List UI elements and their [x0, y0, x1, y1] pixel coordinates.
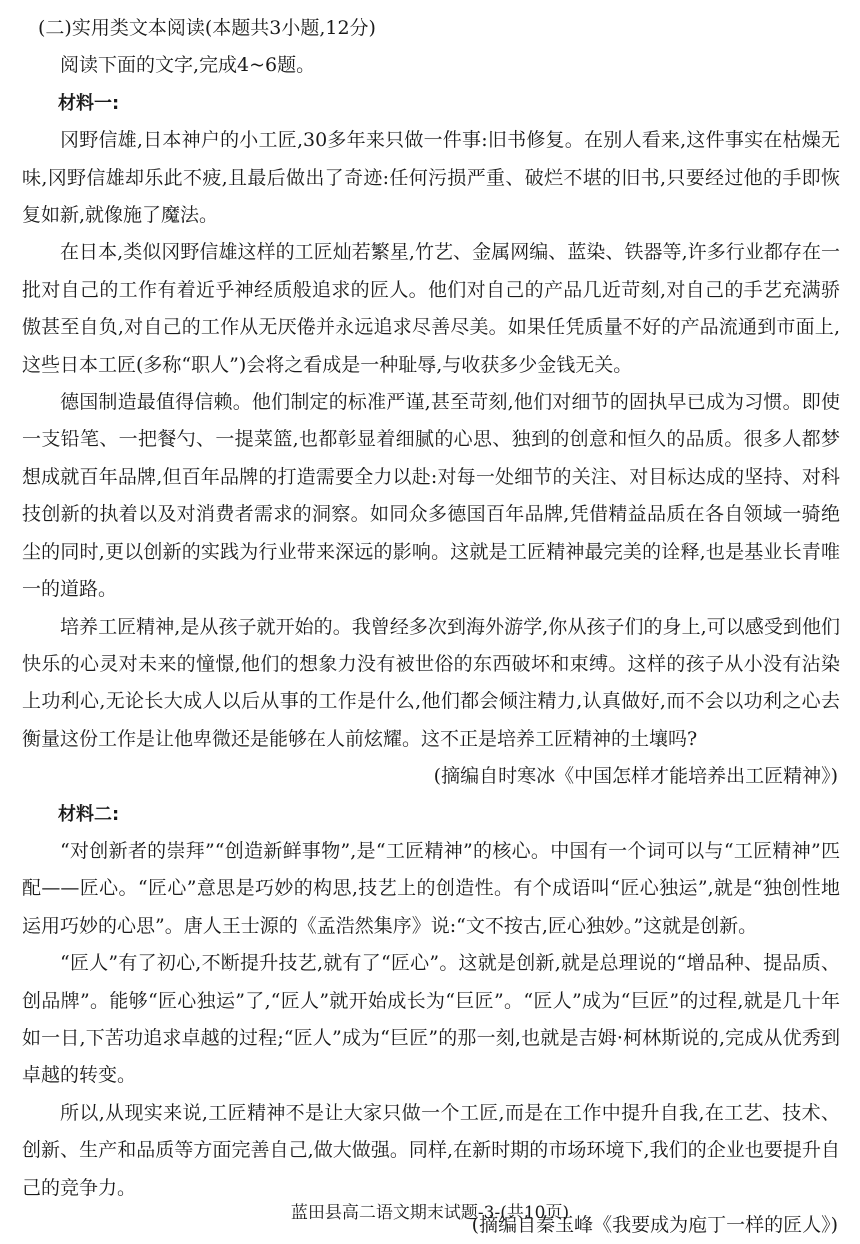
material-two-paragraph: “匠人”有了初心,不断提升技艺,就有了“匠心”。这就是创新,就是总理说的“增品种、提品质、创品牌”。能够“匠心独运”了,“匠人”就开始成长为“巨匠”。“匠人”成为“巨匠”的过程,就是几十年如一日,下苦功追求卓越的过程;“匠人”成为“巨匠”的那一刻,也就是吉姆·柯林斯说的,完成从优秀到卓越的转变。 [22, 952, 840, 1087]
page-footer: 蓝田县高二语文期末试题-3-(共10页) [290, 1203, 570, 1223]
material-one-source: (摘编自时寒冰《中国怎样才能培养出工匠精神》) [433, 765, 838, 788]
reading-section [22, 10, 840, 1244]
material-two-paragraph: 所以,从现实来说,工匠精神不是让大家只做一个工匠,而是在工作中提升自我,在工艺、技术、创新、生产和品质等方面完善自己,做大做强。同样,在新时期的市场环境下,我们的企业也要提升自己的竞争力。 [22, 1101, 840, 1199]
material-one-paragraph: 培养工匠精神,是从孩子就开始的。我曾经多次到海外游学,你从孩子们的身上,可以感受到他们快乐的心灵对未来的憧憬,他们的想象力没有被世俗的东西破坏和束缚。这样的孩子从小没有沾染上功利心,无论长大成人以后从事的工作是什么,他们都会倾注精力,认真做好,而不会以功利之心去衡量这份工作是让他卑微还是能够在人前炫耀。这不正是培养工匠精神的土壤吗? [22, 615, 840, 750]
material-two-heading: 材料二: [58, 803, 120, 825]
material-one-paragraph: 冈野信雄,日本神户的小工匠,30多年来只做一件事:旧书修复。在别人看来,这件事实在枯燥无味,冈野信雄却乐此不疲,且最后做出了奇迹:任何污损严重、破烂不堪的旧书,只要经过他的手即恢复如新,就像施了魔法。 [22, 129, 840, 227]
material-one-paragraph: 在日本,类似冈野信雄这样的工匠灿若繁星,竹艺、金属网编、蓝染、铁器等,许多行业都存在一批对自己的工作有着近乎神经质般追求的匠人。他们对自己的产品几近苛刻,对自己的手艺充满骄傲甚至自负,对自己的工作从无厌倦并永远追求尽善尽美。如果任凭质量不好的产品流通到市面上,这些日本工匠(多称“职人”)会将之看成是一种耻辱,与收获多少金钱无关。 [22, 241, 840, 376]
material-one-heading: 材料一: [58, 92, 120, 114]
material-two-paragraph: “对创新者的崇拜”“创造新鲜事物”,是“工匠精神”的核心。中国有一个词可以与“工匠精神”匹配——匠心。“匠心”意思是巧妙的构思,技艺上的创造性。有个成语叫“匠心独运”,就是“独创性地运用巧妙的心思”。唐人王士源的《孟浩然集序》说:“文不按古,匠心独妙。”这就是创新。 [22, 839, 840, 937]
material-one-paragraph: 德国制造最值得信赖。他们制定的标准严谨,甚至苛刻,他们对细节的固执早已成为习惯。即使一支铅笔、一把餐勺、一提菜篮,也都彰显着细腻的心思、独到的创意和恒久的品质。很多人都梦想成就百年品牌,但百年品牌的打造需要全力以赴:对每一处细节的关注、对目标达成的坚持、对科技创新的执着以及对消费者需求的洞察。如同众多德国百年品牌,凭借精益品质在各自领域一骑绝尘的同时,更以创新的实践为行业带来深远的影响。这就是工匠精神最完美的诠释,也是基业长青唯一的道路。 [22, 391, 840, 601]
section-instruction: 阅读下面的文字,完成4~6题。 [60, 54, 316, 77]
material-two-source: (摘编自秦玉峰《我要成为庖丁一样的匠人》) [471, 1214, 838, 1236]
section-title: (二)实用类文本阅读(本题共3小题,12分) [38, 17, 376, 39]
